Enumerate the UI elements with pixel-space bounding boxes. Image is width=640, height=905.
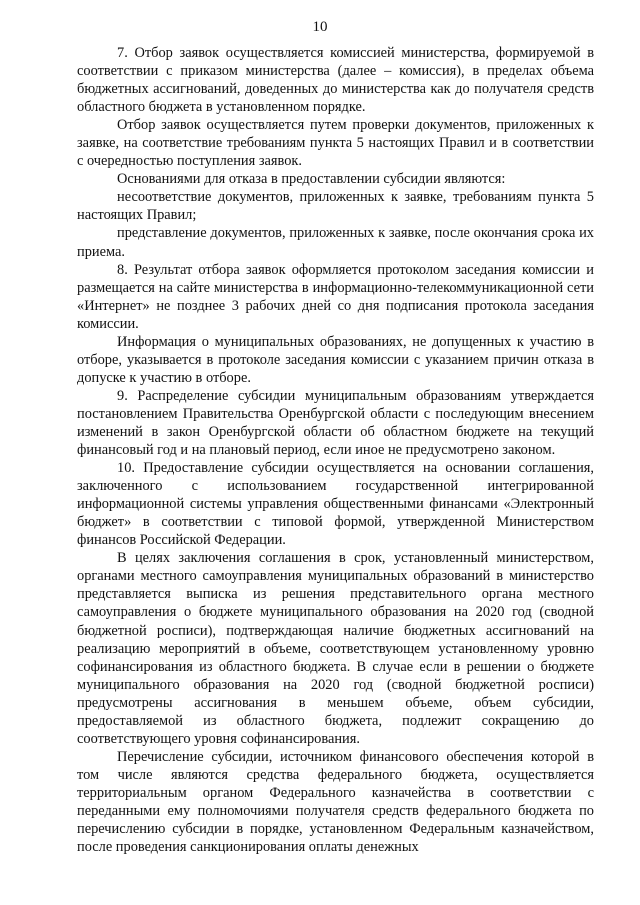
paragraph-transfer-of-subsidy: Перечисление субсидии, источником финансового обеспечения которой в том числе являются средства федерального бюджета, осуществляется территориальным органом Федерального казначейства в соответствии с переданными ему полномочиями получателя средств федерального бюджета по перечислению субсидии в порядке, установленном Федеральным казначейством, после проведения санкционирования оплаты денежных <box>77 748 594 856</box>
paragraph-selection-method: Отбор заявок осуществляется путем проверки документов, приложенных к заявке, на соответствие требованиям пункта 5 настоящих Правил и в соответствии с очередностью поступления заявок. <box>77 117 594 170</box>
paragraph-refusal-ground-mismatch: несоответствие документов, приложенных к заявке, требованиям пункта 5 настоящих Правил; <box>77 189 594 224</box>
paragraph-10-agreement: 10. Предоставление субсидии осуществляется на основании соглашения, заключенного с использованием государственной интегрированной информационной системы управления общественными финансами «Электронный бюджет» в соответствии с типовой формой, утвержденной Министерством финансов Российской Федерации. <box>77 460 594 549</box>
paragraph-agreement-conditions: В целях заключения соглашения в срок, установленный министерством, органами местного самоуправления муниципальных образований в министерство представляется выписка из решения представительного органа местного самоуправления о бюджете муниципального образования на 2020 год (сводной бюджетной росписи), подтверждающая наличие бюджетных ассигнований на реализацию мероприятий в объеме, соответствующем установленному уровню софинансирования из областного бюджета. В случае если в решении о бюджете муниципального образования на 2020 год (сводной бюджетной росписи) предусмотрены ассигнования в меньшем объеме, объем субсидии, предоставляемой из областного бюджета, подлежит сокращению до соответствующего уровня софинансирования. <box>77 550 594 747</box>
paragraph-9-distribution: 9. Распределение субсидии муниципальным образованиям утверждается постановлением Правительства Оренбургской области с последующим внесением изменений в закон Оренбургской области об областном бюджете на текущий финансовый год и на плановый период, если иное не предусмотрено законом. <box>77 387 594 459</box>
document-body <box>77 44 594 856</box>
paragraph-8-selection-result: 8. Результат отбора заявок оформляется протоколом заседания комиссии и размещается на сайте министерства в информационно-телекоммуникационной сети «Интернет» не позднее 3 рабочих дней со дня подписания протокола заседания комиссии. <box>77 261 594 332</box>
page-number: 10 <box>312 19 328 35</box>
paragraph-7-selection-by-commission: 7. Отбор заявок осуществляется комиссией министерства, формируемой в соответствии с приказом министерства (далее – комиссия), в пределах объема бюджетных ассигнований, доведенных до министерства как до получателя средств областного бюджета в установленном порядке. <box>77 45 594 116</box>
paragraph-refusal-grounds-heading: Основаниями для отказа в предоставлении субсидии являются: <box>117 171 506 188</box>
paragraph-not-admitted-info: Информация о муниципальных образованиях, не допущенных к участию в отборе, указывается в протоколе заседания комиссии с указанием причин отказа в допуске к участию в отборе. <box>77 333 594 386</box>
paragraph-refusal-ground-late: представление документов, приложенных к заявке, после окончания срока их приема. <box>77 225 594 260</box>
